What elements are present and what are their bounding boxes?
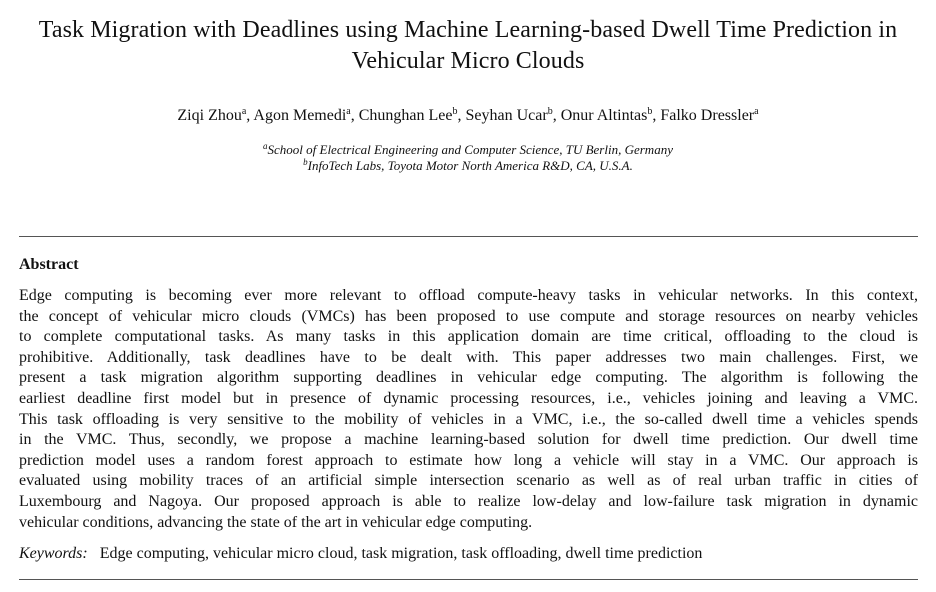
title-line: Vehicular Micro Clouds	[351, 48, 585, 74]
author-name: Falko Dressler	[660, 107, 755, 124]
author-name: Seyhan Ucar	[465, 107, 548, 124]
author-name: Agon Memedi	[253, 107, 347, 124]
affiliation	[0, 142, 936, 158]
author-name: Onur Altintas	[560, 107, 648, 124]
abstract-heading: Abstract	[19, 256, 79, 273]
abstract-line: earliest deadline first model but in presence of dynamic processing resources, i.e., vehicles joining and leaving a VMC.	[19, 389, 918, 407]
abstract-line: Luxembourg and Nagoya. Our proposed approach is able to realize low-delay and low-failure task migration in dynamic	[19, 492, 918, 510]
abstract-line: vehicular conditions, advancing the state of the art in vehicular edge computing.	[19, 513, 533, 531]
abstract-line: prohibitive. Additionally, task deadlines have to be dealt with. This paper addresses two main challenges. First, we	[19, 348, 918, 366]
affiliation-list	[0, 142, 936, 174]
author-affiliation-mark: b	[547, 106, 553, 117]
author	[660, 107, 758, 124]
author: Ziqi Zhou$^a$,	[177, 106, 254, 124]
abstract-line: This task offloading is very sensitive to the mobility of vehicles in a VMC, i.e., the so-called dwell time a vehicles spends	[19, 410, 918, 428]
abstract-line: the concept of vehicular micro clouds (VMCs) has been proposed to use compute and storage resources on nearby vehicles	[19, 307, 918, 325]
abstract-line: to complete computational tasks. As many tasks in this application domain are time critical, offloading to the cloud is	[19, 328, 918, 346]
author: Chunghan Lee$^b$,	[358, 106, 466, 124]
affiliation-text: School of Electrical Engineering and Computer Science, TU Berlin, Germany	[267, 142, 673, 157]
author: Onur Altintas$^b$,	[560, 106, 661, 124]
author-name: Ziqi Zhou	[177, 107, 242, 124]
author-list	[0, 105, 936, 127]
paper-title	[0, 15, 936, 77]
abstract-line: evaluated using mobility traces of an artificial simple intersection scenario as well as of real urban traffic in cities of	[19, 472, 918, 490]
abstract-line: in the VMC. Thus, secondly, we propose a machine learning-based solution for dwell time prediction. Our dwell time	[19, 431, 918, 449]
author: Agon Memedi$^a$,	[253, 106, 359, 124]
affiliation-mark: b	[303, 157, 308, 167]
divider-top	[19, 236, 918, 237]
affiliation-text: InfoTech Labs, Toyota Motor North America R&D, CA, U.S.A.	[307, 158, 633, 173]
author-name: Chunghan Lee	[358, 107, 453, 124]
abstract-line: Edge computing is becoming ever more relevant to offload compute-heavy tasks in vehicular networks. In this context,	[19, 287, 918, 304]
abstract-line: prediction model uses a random forest approach to estimate how long a vehicle will stay in a VMC. Our approach is	[19, 451, 918, 469]
divider-bottom	[19, 579, 918, 580]
keywords-text: Edge computing, vehicular micro cloud, task migration, task offloading, dwell time prediction	[99, 545, 703, 562]
abstract-line: present a task migration algorithm supporting deadlines in vehicular edge computing. The algorithm is following the	[19, 369, 918, 387]
title-line: Task Migration with Deadlines using Machine Learning-based Dwell Time Prediction in	[38, 17, 898, 43]
author-affiliation-mark: a	[754, 106, 759, 117]
author-affiliation-mark: a	[346, 106, 351, 117]
affiliation-mark: a	[263, 141, 268, 151]
author-affiliation-mark: a	[241, 106, 247, 117]
keywords-label: Keywords:	[19, 545, 88, 562]
abstract-body	[19, 286, 918, 533]
keywords	[19, 544, 918, 564]
author-affiliation-mark: b	[452, 106, 458, 117]
author: Seyhan Ucar$^b$,	[465, 106, 561, 124]
affiliation	[0, 158, 936, 174]
author-affiliation-mark: b	[647, 106, 653, 117]
